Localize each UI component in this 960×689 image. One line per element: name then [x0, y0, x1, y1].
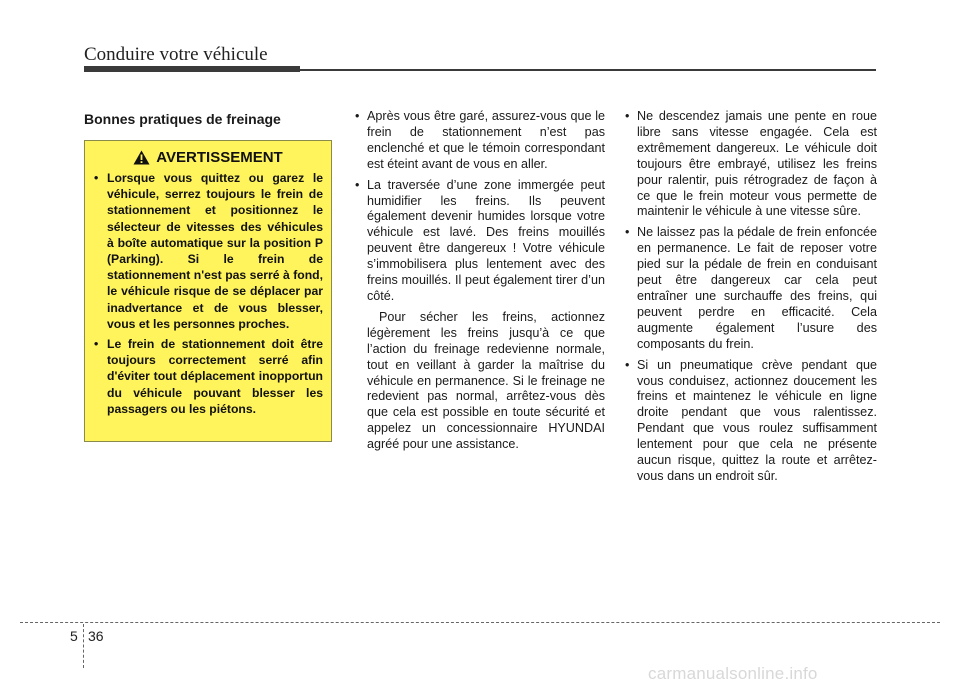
header-rule-thick	[84, 66, 300, 72]
warning-header	[93, 149, 323, 166]
column-middle	[355, 109, 605, 457]
warning-list	[93, 170, 323, 417]
list-item: • Après vous être garé, assurez-vous que le frein de stationnement n’est pas enclenché et que le témoin correspondant est éteint avant de vous en aller.	[355, 109, 605, 173]
warning-triangle-icon	[133, 150, 150, 165]
warning-item: • Lorsque vous quittez ou garez le véhicule, serrez toujours le frein de stationnement et positionnez le sélecteur de vitesses des véhicules à boîte automatique sur la position P (Parking). Si le frein de stationnement n'est pas serré à fond, le véhicule risque de se déplacer par inadvertance et de vous blesser, vous et les personnes proches.	[93, 170, 323, 332]
header-rule-thin	[300, 69, 876, 71]
column-right	[625, 109, 877, 490]
header-title: Conduire votre véhicule	[84, 44, 268, 65]
drying-brakes-paragraph: Pour sécher les freins, actionnez légèrement les freins jusqu’à ce que l’action du freinage redevienne normale, tout en veillant à garder la maîtrise du véhicule en permanence. Si le freinage ne redevient pas normal, arrêtez-vous dès que cela est possible en toute sécurité et appelez un concessionnaire HYUNDAI agréé pour une assistance.	[367, 309, 605, 452]
footer-rule	[20, 622, 940, 623]
list-item: • Ne descendez jamais une pente en roue libre sans vitesse engagée. Cela est extrêmement dangereux. Le véhicule doit toujours être embrayé, utilisez les freins pour ralentir, puis rétrogradez de façon à ce que le frein moteur vous permette de maintenir le véhicule à une vitesse sûre.	[625, 109, 877, 220]
list-item: • Si un pneumatique crève pendant que vous conduisez, actionnez doucement les freins et maintenez le véhicule en ligne droite pendant que vous ralentissez. Pendant que vous roulez suffisamment lentement pour que cela ne présente aucun risque, quittez la route et arrêtez-vous dans un endroit sûr.	[625, 358, 877, 485]
section-heading: Bonnes pratiques de freinage	[84, 111, 281, 127]
page-chapter-number: 5	[70, 628, 78, 644]
column-middle-list	[355, 109, 605, 305]
warning-item: • Le frein de stationnement doit être toujours correctement serré afin d'éviter tout déplacement inopportun du véhicule pouvant blesser les passagers ou les piétons.	[93, 336, 323, 417]
warning-title: AVERTISSEMENT	[156, 149, 283, 166]
watermark: carmanualsonline.info	[648, 664, 818, 683]
warning-box	[84, 140, 332, 442]
list-item: • Ne laissez pas la pédale de frein enfoncée en permanence. Le fait de reposer votre pied sur la pédale de frein en conduisant peut être dangereux car cela peut entraîner une surchauffe des freins, qui peuvent perdre en efficacité. Cela augmente également l’usure des composants du frein.	[625, 225, 877, 352]
column-right-list	[625, 109, 877, 485]
list-item: • La traversée d’une zone immergée peut humidifier les freins. Ils peuvent également devenir humides lorsque votre véhicule est lavé. Des freins mouillés peuvent être dangereux ! Votre véhicule s’immobilisera plus lentement avec des freins mouillés. Il peut également tirer d’un côté.	[355, 178, 605, 305]
footer-separator	[83, 624, 84, 668]
page-number: 36	[88, 628, 104, 644]
